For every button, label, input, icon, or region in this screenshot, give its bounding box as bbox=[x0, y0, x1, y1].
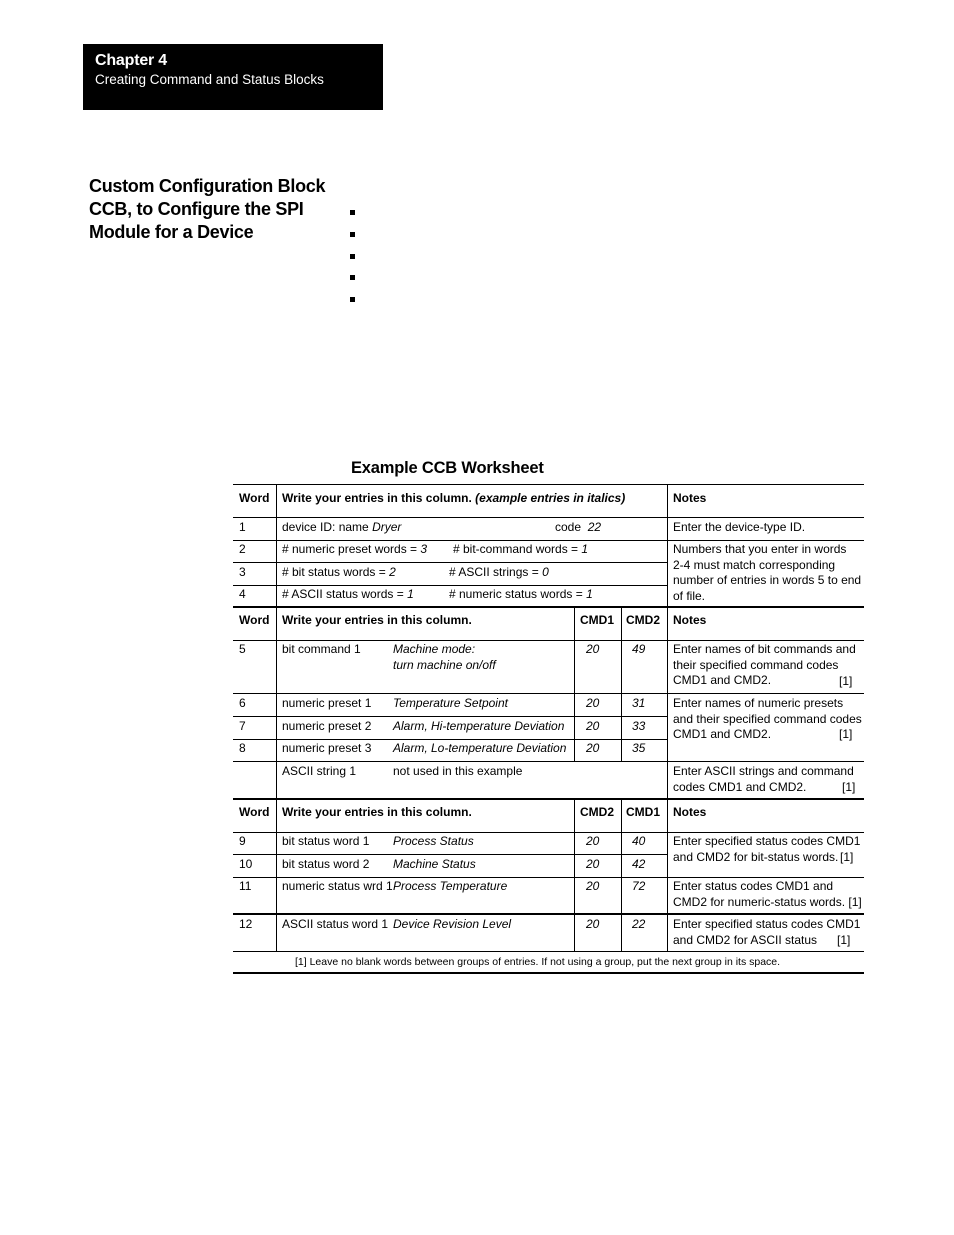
entry-value: Alarm, Hi-temperature Deviation bbox=[393, 719, 565, 733]
rule bbox=[574, 607, 575, 761]
rule bbox=[233, 877, 864, 878]
rule bbox=[233, 693, 864, 694]
column-header-word: Word bbox=[239, 805, 270, 819]
chapter-header bbox=[83, 44, 383, 110]
word-number: 1 bbox=[239, 520, 246, 534]
word-number: 7 bbox=[239, 719, 246, 733]
entry-label: # bit status words = bbox=[282, 565, 386, 579]
entries-italic-note: (example entries in italics) bbox=[475, 491, 626, 505]
cmd-code: 20 bbox=[586, 719, 600, 733]
bullet-marker bbox=[350, 210, 355, 215]
column-header-cmd2: CMD2 bbox=[580, 805, 615, 819]
entry-value: turn machine on/off bbox=[393, 658, 496, 672]
bullet-marker bbox=[350, 232, 355, 237]
note-words-9-10 bbox=[673, 834, 860, 865]
rule bbox=[233, 739, 667, 740]
section-heading bbox=[89, 175, 339, 244]
entry-device-name bbox=[282, 520, 401, 536]
note-line: CMD1 and CMD2. bbox=[673, 727, 772, 741]
note-line: number of entries in words 5 to end bbox=[673, 573, 862, 587]
rule bbox=[233, 761, 864, 762]
rule bbox=[233, 585, 667, 586]
entry-field bbox=[449, 587, 593, 603]
footnote-ref: [1] bbox=[839, 727, 853, 741]
note-word-12 bbox=[673, 917, 860, 948]
cmd-code: 20 bbox=[586, 857, 600, 871]
note-line: Enter names of bit commands and bbox=[673, 642, 856, 656]
word-number: 8 bbox=[239, 741, 246, 755]
note-words-2-4 bbox=[673, 542, 861, 604]
rule bbox=[233, 517, 864, 518]
word-number: 11 bbox=[239, 879, 252, 893]
entry-label: # ASCII strings = bbox=[449, 565, 539, 579]
entry-label: numeric preset 2 bbox=[282, 719, 372, 733]
note-words-6-8 bbox=[673, 696, 862, 743]
section-heading-line: Module for a Device bbox=[89, 222, 254, 242]
entry-field bbox=[453, 542, 588, 558]
column-header-entries bbox=[282, 491, 625, 507]
rule bbox=[233, 798, 864, 800]
note-line: and CMD2 for bit-status words. bbox=[673, 849, 839, 864]
entry-label: bit status word 1 bbox=[282, 834, 370, 848]
word-number: 3 bbox=[239, 565, 246, 579]
entry-value: 1 bbox=[581, 542, 589, 556]
word-number: 6 bbox=[239, 696, 246, 710]
rule bbox=[233, 640, 864, 641]
cmd-code: 20 bbox=[586, 879, 600, 893]
cmd-code: 20 bbox=[586, 834, 600, 848]
rule bbox=[233, 562, 667, 563]
worksheet-footnote: [1] Leave no blank words between groups of entries. If not using a group, put the next group in its space. bbox=[295, 956, 781, 968]
entry-field bbox=[449, 565, 549, 581]
note-line: CMD1 and CMD2. bbox=[673, 673, 772, 687]
note-line: Numbers that you enter in words bbox=[673, 542, 847, 556]
word-number: 9 bbox=[239, 834, 246, 848]
entry-value: Machine mode: bbox=[393, 642, 476, 656]
entry-value: 22 bbox=[587, 520, 602, 534]
cmd-code: 35 bbox=[632, 741, 646, 755]
rule bbox=[233, 913, 864, 915]
rule bbox=[667, 484, 668, 951]
cmd-code: 40 bbox=[632, 834, 646, 848]
entry-label: code bbox=[555, 520, 582, 534]
word-number: 10 bbox=[239, 857, 253, 871]
cmd-code: 33 bbox=[632, 719, 646, 733]
footnote-ref: [1] bbox=[840, 850, 854, 864]
column-header-notes: Notes bbox=[673, 805, 707, 819]
entry-value: 1 bbox=[407, 587, 414, 601]
cmd-code: 20 bbox=[586, 642, 600, 656]
entry-value: Dryer bbox=[372, 520, 402, 534]
entry-device-code bbox=[555, 520, 601, 536]
entry-value: Process Status bbox=[393, 834, 474, 848]
note-line: Enter status codes CMD1 and bbox=[673, 879, 834, 893]
bullet-marker bbox=[350, 297, 355, 302]
rule bbox=[276, 484, 277, 951]
note-line: and their specified command codes bbox=[673, 711, 862, 726]
note-word-11 bbox=[673, 879, 862, 910]
entry-value: 0 bbox=[542, 565, 549, 579]
entry-label: numeric preset 1 bbox=[282, 696, 372, 710]
column-header-entries: Write your entries in this column. bbox=[282, 613, 472, 627]
rule bbox=[233, 951, 864, 952]
footnote-ref: [1] bbox=[848, 894, 862, 909]
entry-label: device ID: name bbox=[282, 520, 369, 534]
entry-label: # ASCII status words = bbox=[282, 587, 404, 601]
section-heading-line: CCB, to Configure the SPI bbox=[89, 199, 304, 219]
rule bbox=[233, 972, 864, 974]
cmd-code: 20 bbox=[586, 917, 600, 931]
note-line: their specified command codes bbox=[673, 657, 839, 672]
word-number: 4 bbox=[239, 587, 246, 601]
rule bbox=[233, 716, 667, 717]
word-number: 12 bbox=[239, 917, 253, 931]
column-header-cmd1: CMD1 bbox=[580, 613, 615, 627]
entry-field bbox=[282, 565, 396, 581]
entry-field bbox=[282, 587, 414, 603]
column-header-word: Word bbox=[239, 491, 270, 505]
word-number: 2 bbox=[239, 542, 246, 556]
note-text: Enter the device-type ID. bbox=[673, 520, 806, 534]
cmd-code: 31 bbox=[632, 696, 646, 710]
entry-value: 1 bbox=[586, 587, 593, 601]
section-heading-line: Custom Configuration Block bbox=[89, 176, 326, 196]
note-line: codes CMD1 and CMD2. bbox=[673, 779, 807, 794]
note-line-text: CMD2 for numeric-status words. bbox=[673, 894, 846, 909]
cmd-code: 20 bbox=[586, 741, 600, 755]
footnote-ref: [1] bbox=[837, 933, 851, 947]
note-line: Enter ASCII strings and command bbox=[673, 764, 854, 778]
note-ascii-strings bbox=[673, 764, 854, 795]
entry-field bbox=[282, 542, 427, 558]
cmd-code: 49 bbox=[632, 642, 646, 656]
note-line: 2-4 must match corresponding bbox=[673, 557, 836, 572]
entry-value: 3 bbox=[420, 542, 428, 556]
column-header-word: Word bbox=[239, 613, 270, 627]
cmd-code: 20 bbox=[586, 696, 600, 710]
cmd-code: 22 bbox=[632, 917, 646, 931]
bullet-marker bbox=[350, 275, 355, 280]
column-header-notes: Notes bbox=[673, 613, 707, 627]
entry-label: bit status word 2 bbox=[282, 857, 370, 871]
note-line: and CMD2 for ASCII status bbox=[673, 932, 818, 947]
entry-value: Temperature Setpoint bbox=[393, 696, 508, 710]
entry-value: Process Temperature bbox=[393, 879, 508, 893]
rule bbox=[574, 799, 575, 951]
entry-label: ASCII status word 1 bbox=[282, 917, 389, 931]
rule bbox=[233, 606, 864, 608]
chapter-number: Chapter 4 bbox=[95, 52, 167, 69]
entry-value: Machine Status bbox=[393, 857, 476, 871]
column-header-notes: Notes bbox=[673, 491, 707, 505]
entry-value: not used in this example bbox=[393, 764, 523, 778]
note-word-5 bbox=[673, 642, 856, 689]
entry-value: Alarm, Lo-temperature Deviation bbox=[393, 741, 567, 755]
word-number: 5 bbox=[239, 642, 246, 656]
note-line: Enter names of numeric presets bbox=[673, 696, 844, 710]
entry-label: numeric status wrd 1 bbox=[282, 879, 393, 893]
column-header-cmd2: CMD2 bbox=[626, 613, 661, 627]
entry-value: Device Revision Level bbox=[393, 917, 512, 931]
entry-label: numeric preset 3 bbox=[282, 741, 372, 755]
note-line: of file. bbox=[673, 588, 706, 603]
note-line: Enter specified status codes CMD1 bbox=[673, 834, 861, 848]
entry-label: ASCII string 1 bbox=[282, 764, 357, 778]
footnote-ref: [1] bbox=[839, 674, 853, 688]
rule bbox=[233, 832, 864, 833]
rule bbox=[233, 540, 864, 541]
rule bbox=[233, 854, 667, 855]
entry-label: # numeric status words = bbox=[449, 587, 583, 601]
entry-label: # numeric preset words = bbox=[282, 542, 418, 556]
chapter-title: Creating Command and Status Blocks bbox=[95, 72, 324, 87]
entry-value: 2 bbox=[389, 565, 396, 579]
note-line: Enter specified status codes CMD1 bbox=[673, 917, 861, 931]
bullet-marker bbox=[350, 254, 355, 259]
note-line bbox=[673, 895, 862, 911]
entry-label: bit command 1 bbox=[282, 642, 361, 656]
cmd-code: 72 bbox=[632, 879, 646, 893]
column-header-cmd1: CMD1 bbox=[626, 805, 661, 819]
worksheet-title: Example CCB Worksheet bbox=[351, 459, 544, 477]
cmd-code: 42 bbox=[632, 857, 646, 871]
rule bbox=[621, 607, 622, 761]
entries-label: Write your entries in this column. bbox=[282, 491, 472, 505]
column-header-entries: Write your entries in this column. bbox=[282, 805, 472, 819]
footnote-ref: [1] bbox=[842, 780, 856, 794]
rule bbox=[621, 799, 622, 951]
rule bbox=[233, 484, 864, 485]
entry-label: # bit-command words = bbox=[453, 542, 579, 556]
